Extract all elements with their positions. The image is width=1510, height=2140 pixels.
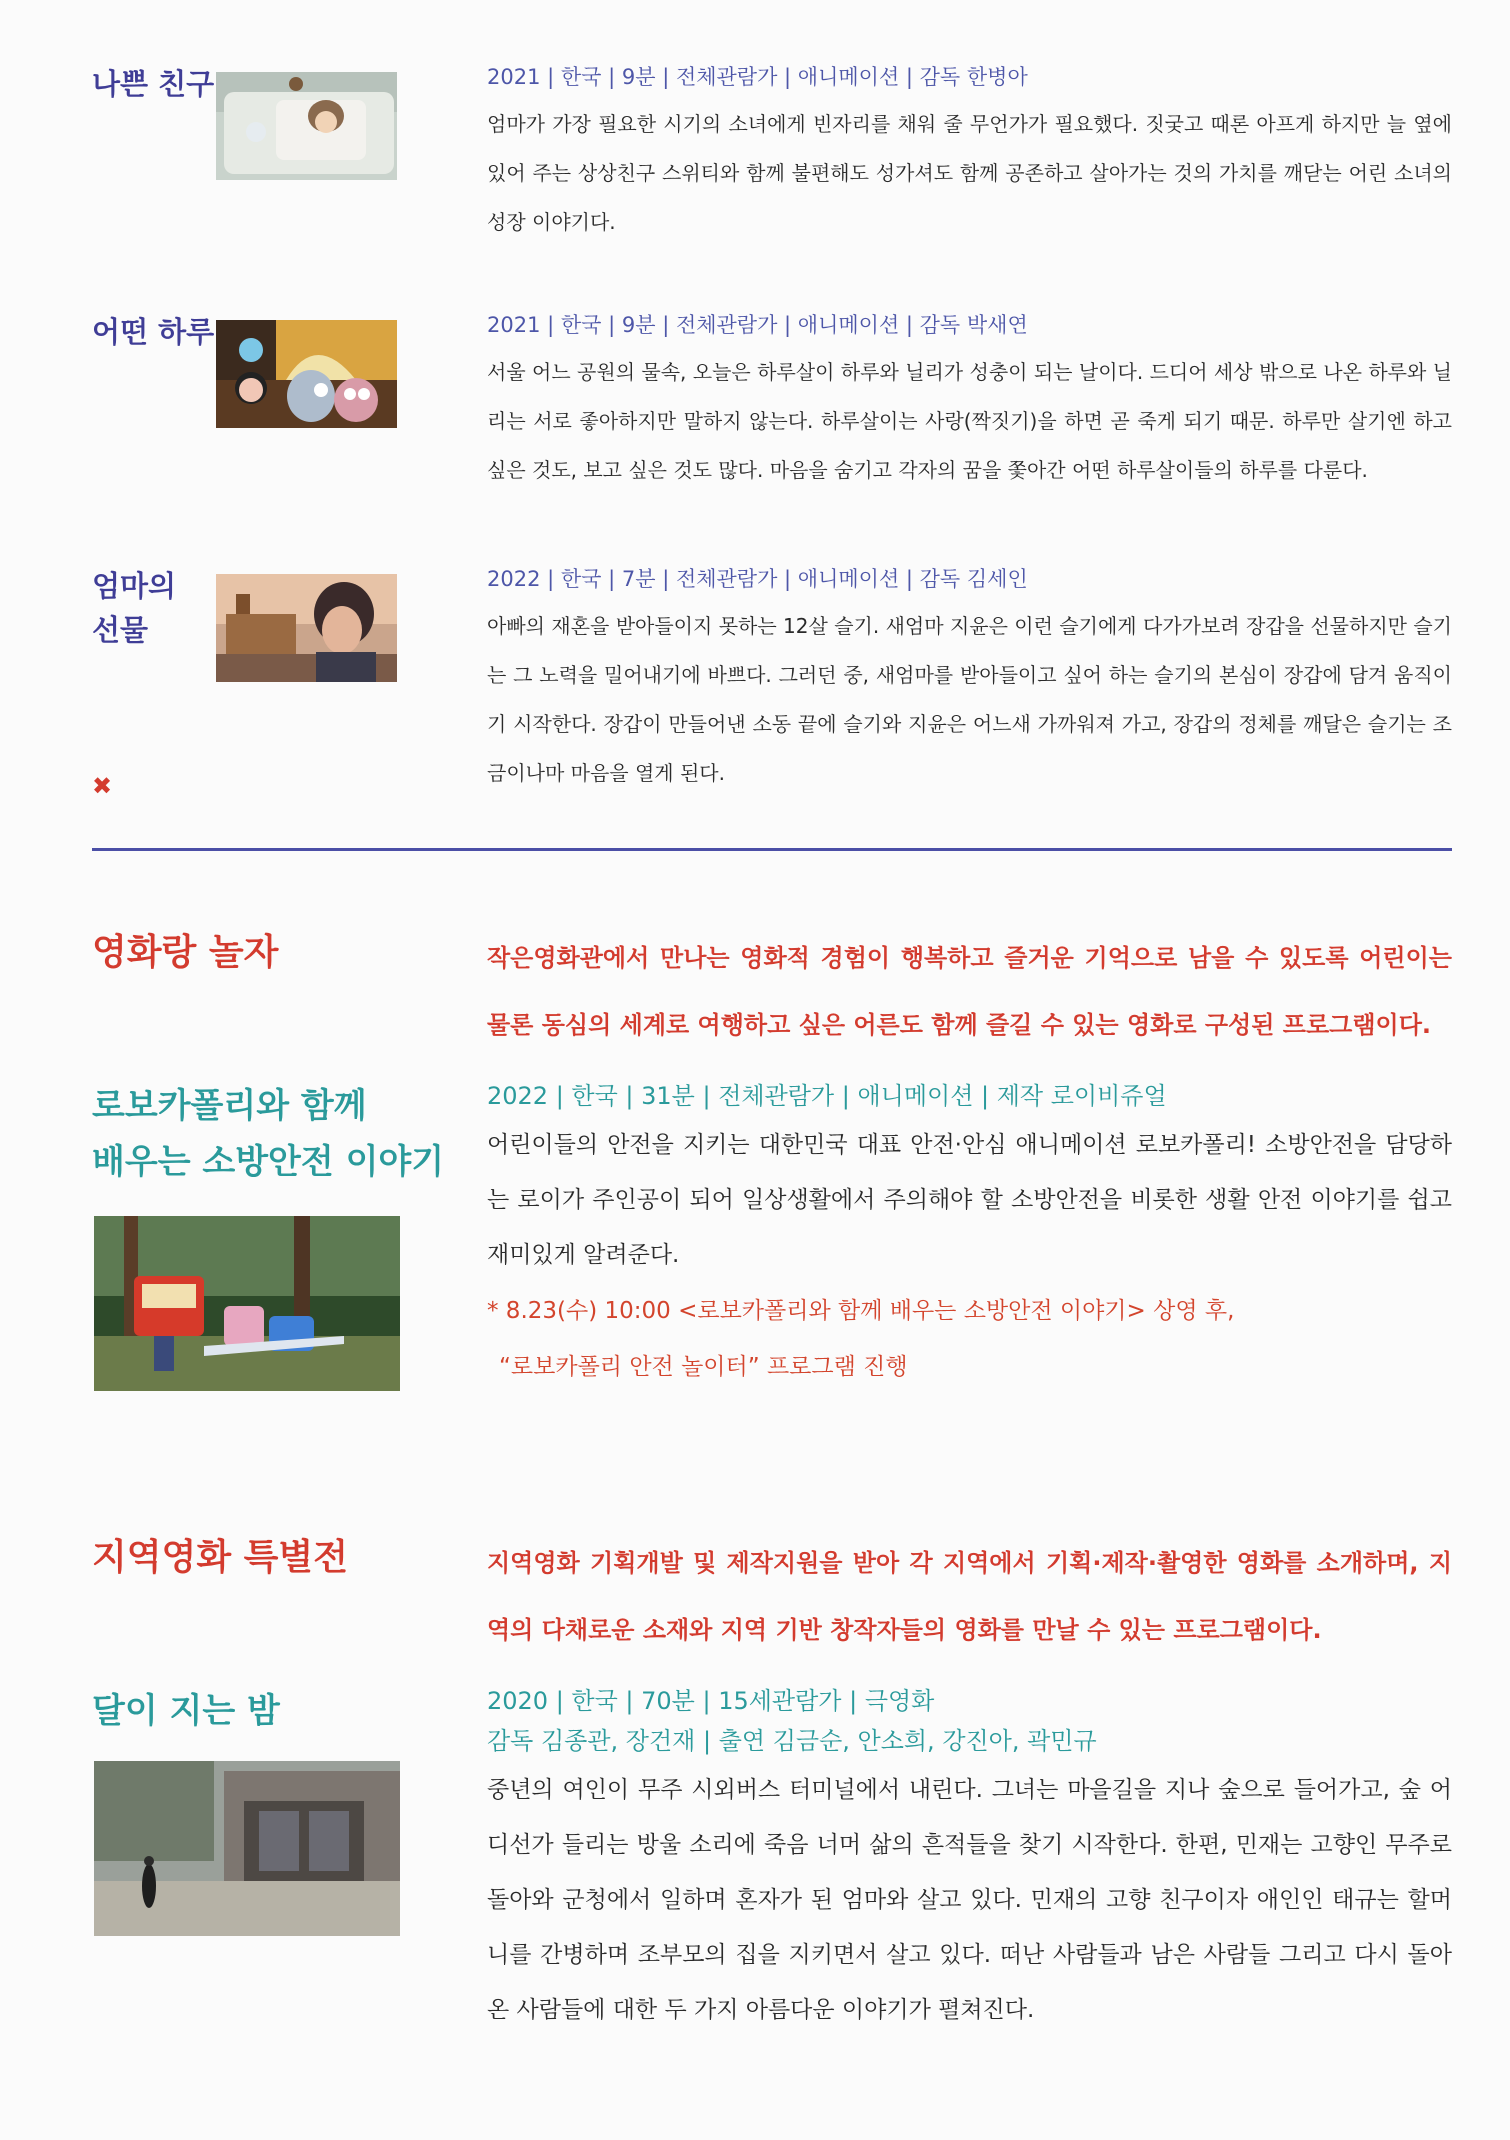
event-note: “로보카폴리 안전 놀이터” 프로그램 진행	[499, 1354, 908, 1380]
section-title: 지역영화 특별전	[92, 1537, 348, 1578]
section-title: 영화랑 놀자	[92, 932, 279, 973]
film-description: 아빠의 재혼을 받아들이지 못하는 12살 슬기. 새엄마 지윤은 이런 슬기에게 다가가보려 장갑을 선물하지만 슬기는 그 노력을 밀어내기에 바쁘다. 그러던 중, 새엄마를 받아들이고 싶어 하는 슬기의 본심이 장갑에 담겨 움직이기 시작한다. 장갑이 만들어낸 소동 끝에 슬기와 지윤은 어느새 가까워져 가고, 장갑의 정체를 깨달은 슬기는 조금이나마 마음을 열게 된다.	[487, 614, 1452, 785]
film-meta: 2022 | 한국 | 31분 | 전체관람가 | 애니메이션 | 제작 로이비쥬얼	[487, 1082, 1167, 1110]
film-title: 어떤 하루	[92, 315, 215, 349]
x-mark-icon: ✖	[92, 772, 113, 800]
film-info	[487, 564, 1452, 798]
film-meta: 2021 | 한국 | 9분 | 전체관람가 | 애니메이션 | 감독 한병아	[487, 65, 1028, 89]
film-info	[487, 310, 1452, 495]
film-still-image	[216, 72, 397, 180]
film-description: 엄마가 가장 필요한 시기의 소녀에게 빈자리를 채워 줄 무언가가 필요했다. 짓궂고 때론 아프게 하지만 늘 옆에 있어 주는 상상친구 스위티와 함께 불편해도 성가셔도 함께 공존하고 살아가는 것의 가치를 깨닫는 어린 소녀의 성장 이야기다.	[487, 112, 1452, 234]
film-meta: 2022 | 한국 | 7분 | 전체관람가 | 애니메이션 | 감독 김세인	[487, 567, 1028, 591]
film-still-image	[94, 1761, 400, 1936]
film-title: 달이 지는 밤	[92, 1691, 280, 1731]
section-divider	[92, 848, 1452, 851]
film-meta: 2020 | 한국 | 70분 | 15세관람가 | 극영화	[487, 1687, 935, 1715]
film-title: 나쁜 친구	[92, 67, 215, 101]
film-description: 서울 어느 공원의 물속, 오늘은 하루살이 하루와 닐리가 성충이 되는 날이다. 드디어 세상 밖으로 나온 하루와 닐리는 서로 좋아하지만 말하지 않는다. 하루살이는 사랑(짝짓기)을 하면 곧 죽게 되기 때문. 하루만 살기엔 하고 싶은 것도, 보고 싶은 것도 많다. 마음을 숨기고 각자의 꿈을 쫓아간 어떤 하루살이들의 하루를 다룬다.	[487, 360, 1452, 482]
film-info	[487, 62, 1452, 247]
film-still-image	[216, 574, 397, 682]
film-title: 로보카폴리와 함께 배우는 소방안전 이야기	[92, 1086, 445, 1182]
film-description: 중년의 여인이 무주 시외버스 터미널에서 내린다. 그녀는 마을길을 지나 숲으로 들어가고, 숲 어디선가 들리는 방울 소리에 죽음 너머 삶의 흔적들을 찾기 시작한다. 한편, 민재는 고향인 무주로 돌아와 군청에서 일하며 혼자가 된 엄마와 살고 있다. 민재의 고향 친구이자 애인인 태규는 할머니를 간병하며 조부모의 집을 지키면서 살고 있다. 떠난 사람들과 남은 사람들 그리고 다시 돌아온 사람들에 대한 두 가지 아름다운 이야기가 펼쳐진다.	[487, 1777, 1452, 2023]
film-still-image	[216, 320, 397, 428]
section-description: 지역영화 기획개발 및 제작지원을 받아 각 지역에서 기획·제작·촬영한 영화를 소개하며, 지역의 다채로운 소재와 지역 기반 창작자들의 영화를 만날 수 있는 프로그램이다.	[487, 1549, 1452, 1644]
film-credits: 감독 김종관, 장건재 | 출연 김금순, 안소희, 강진아, 곽민규	[487, 1727, 1097, 1755]
section-description: 작은영화관에서 만나는 영화적 경험이 행복하고 즐거운 기억으로 남을 수 있도록 어린이는 물론 동심의 세계로 여행하고 싶은 어른도 함께 즐길 수 있는 영화로 구성된 프로그램이다.	[487, 944, 1452, 1039]
film-meta: 2021 | 한국 | 9분 | 전체관람가 | 애니메이션 | 감독 박새연	[487, 313, 1028, 337]
film-description: 어린이들의 안전을 지키는 대한민국 대표 안전·안심 애니메이션 로보카폴리! 소방안전을 담당하는 로이가 주인공이 되어 일상생활에서 주의해야 할 소방안전을 비롯한 생활 안전 이야기를 쉽고 재미있게 알려준다.	[487, 1132, 1452, 1268]
film-info	[487, 1683, 1452, 2038]
film-still-image	[94, 1216, 400, 1391]
film-title: 엄마의 선물	[92, 569, 177, 647]
film-info	[487, 1078, 1452, 1395]
event-note: * 8.23(수) 10:00 <로보카폴리와 함께 배우는 소방안전 이야기> 상영 후,	[487, 1298, 1235, 1324]
